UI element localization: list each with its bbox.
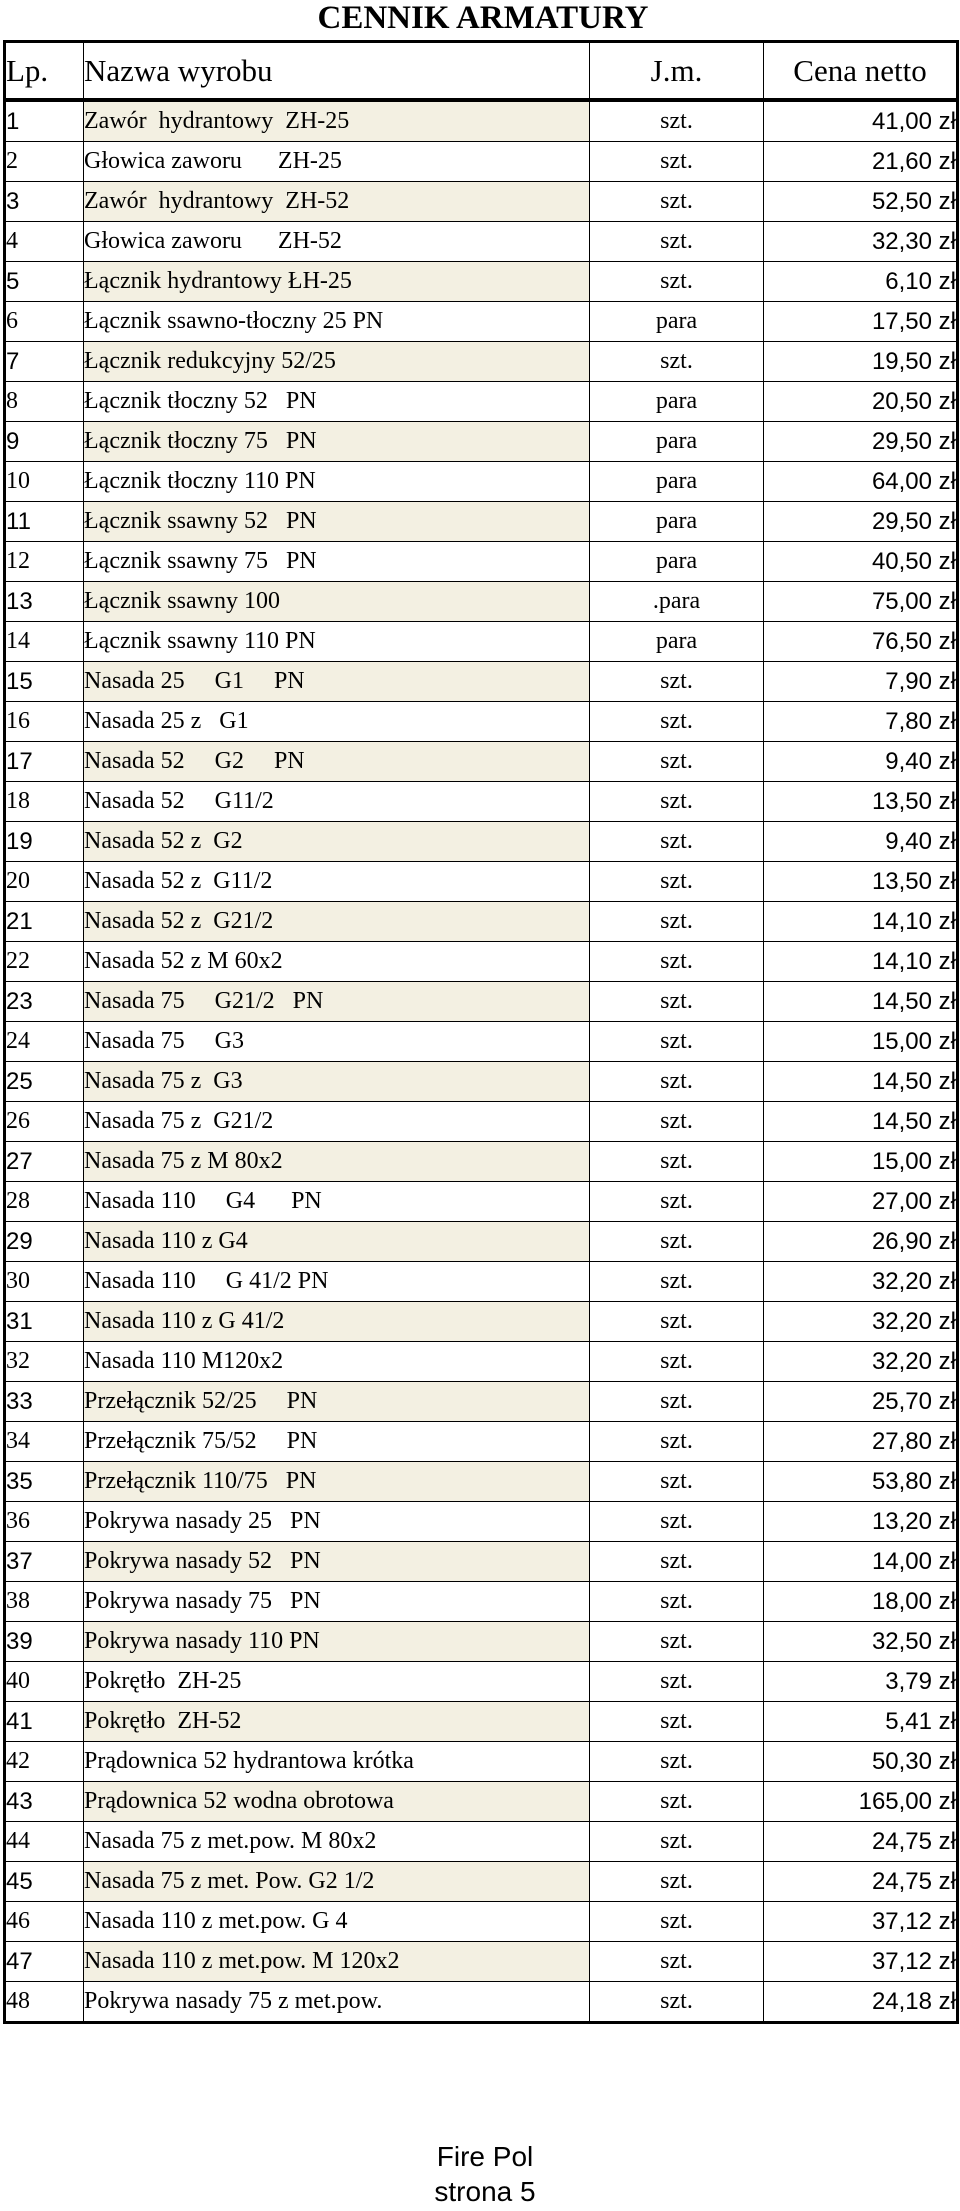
cell-lp: 39: [5, 1622, 84, 1662]
cell-lp: 9: [5, 422, 84, 462]
table-row: [5, 142, 958, 182]
cell-lp: 27: [5, 1142, 84, 1182]
table-row: [5, 502, 958, 542]
cell-price: 14,50 zł: [764, 1102, 958, 1142]
cell-lp: 17: [5, 742, 84, 782]
cell-name: Przełącznik 110/75 PN: [84, 1462, 590, 1502]
cell-lp: 21: [5, 902, 84, 942]
cell-name: Głowica zaworu ZH-52: [84, 222, 590, 262]
table-row: [5, 1622, 958, 1662]
cell-lp: 42: [5, 1742, 84, 1782]
cell-lp: 1: [5, 100, 84, 142]
cell-price: 32,30 zł: [764, 222, 958, 262]
cell-unit: szt.: [590, 222, 764, 262]
cell-name: Przełącznik 75/52 PN: [84, 1422, 590, 1462]
cell-price: 13,20 zł: [764, 1502, 958, 1542]
cell-name: Nasada 75 z G21/2: [84, 1102, 590, 1142]
cell-lp: 8: [5, 382, 84, 422]
cell-name: Pokrywa nasady 75 PN: [84, 1582, 590, 1622]
cell-name: Pokrywa nasady 25 PN: [84, 1502, 590, 1542]
cell-price: 165,00 zł: [764, 1782, 958, 1822]
cell-lp: 5: [5, 262, 84, 302]
table-row: [5, 1982, 958, 2023]
table-row: [5, 382, 958, 422]
cell-unit: szt.: [590, 1742, 764, 1782]
cell-lp: 11: [5, 502, 84, 542]
cell-unit: szt.: [590, 1222, 764, 1262]
cell-price: 15,00 zł: [764, 1142, 958, 1182]
cell-price: 20,50 zł: [764, 382, 958, 422]
cell-unit: .para: [590, 582, 764, 622]
table-row: [5, 1582, 958, 1622]
table-row: [5, 1462, 958, 1502]
cell-price: 37,12 zł: [764, 1902, 958, 1942]
cell-price: 19,50 zł: [764, 342, 958, 382]
cell-unit: para: [590, 622, 764, 662]
cell-unit: szt.: [590, 1102, 764, 1142]
cell-lp: 48: [5, 1982, 84, 2023]
cell-unit: para: [590, 502, 764, 542]
cell-lp: 34: [5, 1422, 84, 1462]
cell-unit: szt.: [590, 1182, 764, 1222]
cell-name: Nasada 110 z G 41/2: [84, 1302, 590, 1342]
table-row: [5, 982, 958, 1022]
cell-price: 7,90 zł: [764, 662, 958, 702]
cell-price: 14,10 zł: [764, 902, 958, 942]
cell-lp: 47: [5, 1942, 84, 1982]
table-row: [5, 542, 958, 582]
cell-price: 15,00 zł: [764, 1022, 958, 1062]
cell-lp: 4: [5, 222, 84, 262]
cell-unit: szt.: [590, 862, 764, 902]
cell-unit: szt.: [590, 1422, 764, 1462]
cell-price: 64,00 zł: [764, 462, 958, 502]
cell-lp: 3: [5, 182, 84, 222]
table-row: [5, 582, 958, 622]
cell-unit: szt.: [590, 1582, 764, 1622]
table-row: [5, 1902, 958, 1942]
cell-name: Nasada 110 z met.pow. G 4: [84, 1902, 590, 1942]
header-unit: J.m.: [590, 42, 764, 101]
cell-unit: szt.: [590, 142, 764, 182]
cell-lp: 46: [5, 1902, 84, 1942]
cell-unit: szt.: [590, 1382, 764, 1422]
cell-name: Pokrywa nasady 75 z met.pow.: [84, 1982, 590, 2023]
cell-lp: 6: [5, 302, 84, 342]
cell-unit: szt.: [590, 1062, 764, 1102]
cell-unit: szt.: [590, 1702, 764, 1742]
cell-name: Nasada 110 z met.pow. M 120x2: [84, 1942, 590, 1982]
cell-name: Przełącznik 52/25 PN: [84, 1382, 590, 1422]
cell-lp: 43: [5, 1782, 84, 1822]
cell-price: 40,50 zł: [764, 542, 958, 582]
cell-unit: szt.: [590, 1142, 764, 1182]
cell-price: 14,50 zł: [764, 982, 958, 1022]
table-row: [5, 182, 958, 222]
cell-price: 26,90 zł: [764, 1222, 958, 1262]
cell-name: Nasada 52 G2 PN: [84, 742, 590, 782]
cell-price: 32,20 zł: [764, 1342, 958, 1382]
cell-name: Łącznik ssawny 100: [84, 582, 590, 622]
cell-price: 14,10 zł: [764, 942, 958, 982]
document-title: CENNIK ARMATURY: [317, 0, 649, 36]
table-row: [5, 222, 958, 262]
cell-unit: para: [590, 462, 764, 502]
cell-price: 53,80 zł: [764, 1462, 958, 1502]
table-row: [5, 822, 958, 862]
cell-price: 41,00 zł: [764, 100, 958, 142]
table-body: [5, 100, 958, 2023]
cell-lp: 24: [5, 1022, 84, 1062]
table-row: [5, 782, 958, 822]
cell-name: Pokrywa nasady 52 PN: [84, 1542, 590, 1582]
footer-page-number: strona 5: [434, 2176, 536, 2207]
cell-unit: szt.: [590, 1782, 764, 1822]
cell-unit: szt.: [590, 1622, 764, 1662]
cell-lp: 13: [5, 582, 84, 622]
table-row: [5, 702, 958, 742]
cell-lp: 35: [5, 1462, 84, 1502]
cell-price: 24,75 zł: [764, 1862, 958, 1902]
table-row: [5, 862, 958, 902]
cell-price: 32,20 zł: [764, 1302, 958, 1342]
cell-name: Nasada 75 G3: [84, 1022, 590, 1062]
cell-name: Łącznik ssawny 52 PN: [84, 502, 590, 542]
table-row: [5, 622, 958, 662]
cell-lp: 26: [5, 1102, 84, 1142]
table-row: [5, 942, 958, 982]
cell-name: Nasada 75 z met. Pow. G2 1/2: [84, 1862, 590, 1902]
table-row: [5, 1662, 958, 1702]
cell-lp: 7: [5, 342, 84, 382]
cell-unit: szt.: [590, 182, 764, 222]
cell-unit: szt.: [590, 1662, 764, 1702]
cell-unit: szt.: [590, 742, 764, 782]
cell-name: Nasada 52 z G21/2: [84, 902, 590, 942]
table-row: [5, 1062, 958, 1102]
cell-lp: 31: [5, 1302, 84, 1342]
cell-price: 7,80 zł: [764, 702, 958, 742]
table-row: [5, 302, 958, 342]
header-name: Nazwa wyrobu: [84, 42, 590, 101]
cell-name: Nasada 25 z G1: [84, 702, 590, 742]
cell-name: Zawór hydrantowy ZH-25: [84, 100, 590, 142]
cell-unit: para: [590, 422, 764, 462]
cell-price: 52,50 zł: [764, 182, 958, 222]
cell-name: Nasada 110 M120x2: [84, 1342, 590, 1382]
cell-price: 27,80 zł: [764, 1422, 958, 1462]
cell-price: 76,50 zł: [764, 622, 958, 662]
cell-name: Łącznik ssawny 110 PN: [84, 622, 590, 662]
cell-lp: 38: [5, 1582, 84, 1622]
cell-unit: szt.: [590, 1262, 764, 1302]
cell-lp: 41: [5, 1702, 84, 1742]
cell-lp: 36: [5, 1502, 84, 1542]
cell-lp: 19: [5, 822, 84, 862]
cell-name: Nasada 75 z M 80x2: [84, 1142, 590, 1182]
cell-unit: szt.: [590, 1822, 764, 1862]
cell-name: Łącznik hydrantowy ŁH-25: [84, 262, 590, 302]
cell-unit: szt.: [590, 1862, 764, 1902]
cell-unit: para: [590, 302, 764, 342]
table-row: [5, 1142, 958, 1182]
table-row: [5, 1742, 958, 1782]
cell-price: 24,18 zł: [764, 1982, 958, 2023]
table-row: [5, 902, 958, 942]
cell-price: 9,40 zł: [764, 822, 958, 862]
footer-company: Fire Pol: [436, 2141, 534, 2172]
cell-lp: 22: [5, 942, 84, 982]
cell-price: 13,50 zł: [764, 862, 958, 902]
cell-unit: szt.: [590, 822, 764, 862]
cell-name: Nasada 52 G11/2: [84, 782, 590, 822]
cell-unit: szt.: [590, 1982, 764, 2023]
cell-unit: szt.: [590, 1542, 764, 1582]
table-row: [5, 100, 958, 142]
table-row: [5, 262, 958, 302]
cell-unit: szt.: [590, 902, 764, 942]
cell-price: 29,50 zł: [764, 502, 958, 542]
cell-lp: 16: [5, 702, 84, 742]
cell-name: Nasada 110 z G4: [84, 1222, 590, 1262]
cell-lp: 25: [5, 1062, 84, 1102]
cell-name: Łącznik ssawno-tłoczny 25 PN: [84, 302, 590, 342]
cell-unit: szt.: [590, 262, 764, 302]
table-row: [5, 1382, 958, 1422]
cell-price: 5,41 zł: [764, 1702, 958, 1742]
cell-price: 29,50 zł: [764, 422, 958, 462]
cell-unit: szt.: [590, 1462, 764, 1502]
cell-name: Łącznik ssawny 75 PN: [84, 542, 590, 582]
cell-lp: 30: [5, 1262, 84, 1302]
cell-price: 37,12 zł: [764, 1942, 958, 1982]
table-header-row: [5, 42, 958, 101]
table-row: [5, 422, 958, 462]
cell-name: Łącznik tłoczny 110 PN: [84, 462, 590, 502]
cell-unit: szt.: [590, 782, 764, 822]
table-row: [5, 1782, 958, 1822]
cell-price: 27,00 zł: [764, 1182, 958, 1222]
cell-name: Nasada 52 z G2: [84, 822, 590, 862]
cell-name: Prądownica 52 wodna obrotowa: [84, 1782, 590, 1822]
table-row: [5, 1022, 958, 1062]
cell-name: Nasada 75 z met.pow. M 80x2: [84, 1822, 590, 1862]
cell-unit: szt.: [590, 1902, 764, 1942]
table-row: [5, 342, 958, 382]
cell-name: Głowica zaworu ZH-25: [84, 142, 590, 182]
table-row: [5, 1542, 958, 1582]
cell-unit: szt.: [590, 662, 764, 702]
cell-lp: 28: [5, 1182, 84, 1222]
header-lp: Lp.: [5, 42, 84, 101]
cell-price: 17,50 zł: [764, 302, 958, 342]
cell-name: Nasada 75 G21/2 PN: [84, 982, 590, 1022]
table-row: [5, 1342, 958, 1382]
cell-unit: szt.: [590, 1942, 764, 1982]
header-price: Cena netto: [764, 42, 958, 101]
cell-price: 14,00 zł: [764, 1542, 958, 1582]
cell-price: 13,50 zł: [764, 782, 958, 822]
cell-lp: 12: [5, 542, 84, 582]
table-row: [5, 742, 958, 782]
cell-name: Nasada 25 G1 PN: [84, 662, 590, 702]
cell-price: 24,75 zł: [764, 1822, 958, 1862]
cell-price: 18,00 zł: [764, 1582, 958, 1622]
cell-price: 75,00 zł: [764, 582, 958, 622]
table-row: [5, 1862, 958, 1902]
cell-lp: 45: [5, 1862, 84, 1902]
table-row: [5, 1422, 958, 1462]
cell-price: 6,10 zł: [764, 262, 958, 302]
cell-price: 50,30 zł: [764, 1742, 958, 1782]
cell-lp: 37: [5, 1542, 84, 1582]
cell-price: 21,60 zł: [764, 142, 958, 182]
cell-unit: szt.: [590, 1502, 764, 1542]
cell-lp: 40: [5, 1662, 84, 1702]
table-row: [5, 1702, 958, 1742]
cell-unit: szt.: [590, 1342, 764, 1382]
price-table: [3, 40, 959, 2024]
cell-lp: 14: [5, 622, 84, 662]
cell-lp: 18: [5, 782, 84, 822]
table-row: [5, 462, 958, 502]
table-row: [5, 1822, 958, 1862]
cell-unit: szt.: [590, 702, 764, 742]
cell-unit: szt.: [590, 1022, 764, 1062]
cell-name: Pokrywa nasady 110 PN: [84, 1622, 590, 1662]
cell-unit: szt.: [590, 100, 764, 142]
cell-unit: para: [590, 542, 764, 582]
cell-lp: 23: [5, 982, 84, 1022]
table-row: [5, 1222, 958, 1262]
table-row: [5, 1102, 958, 1142]
cell-unit: szt.: [590, 342, 764, 382]
cell-lp: 44: [5, 1822, 84, 1862]
cell-name: Łącznik tłoczny 52 PN: [84, 382, 590, 422]
table-row: [5, 1502, 958, 1542]
table-row: [5, 1182, 958, 1222]
cell-price: 9,40 zł: [764, 742, 958, 782]
cell-price: 32,50 zł: [764, 1622, 958, 1662]
table-row: [5, 1302, 958, 1342]
table-row: [5, 662, 958, 702]
cell-unit: szt.: [590, 982, 764, 1022]
cell-name: Nasada 110 G 41/2 PN: [84, 1262, 590, 1302]
cell-name: Nasada 75 z G3: [84, 1062, 590, 1102]
cell-name: Nasada 110 G4 PN: [84, 1182, 590, 1222]
cell-name: Pokrętło ZH-52: [84, 1702, 590, 1742]
cell-lp: 29: [5, 1222, 84, 1262]
table-row: [5, 1262, 958, 1302]
cell-lp: 15: [5, 662, 84, 702]
cell-lp: 2: [5, 142, 84, 182]
cell-price: 3,79 zł: [764, 1662, 958, 1702]
cell-name: Łącznik redukcyjny 52/25: [84, 342, 590, 382]
table-row: [5, 1942, 958, 1982]
cell-name: Pokrętło ZH-25: [84, 1662, 590, 1702]
cell-name: Łącznik tłoczny 75 PN: [84, 422, 590, 462]
cell-name: Zawór hydrantowy ZH-52: [84, 182, 590, 222]
cell-lp: 32: [5, 1342, 84, 1382]
cell-name: Prądownica 52 hydrantowa krótka: [84, 1742, 590, 1782]
cell-lp: 10: [5, 462, 84, 502]
cell-name: Nasada 52 z M 60x2: [84, 942, 590, 982]
cell-unit: para: [590, 382, 764, 422]
cell-unit: szt.: [590, 942, 764, 982]
cell-price: 25,70 zł: [764, 1382, 958, 1422]
cell-name: Nasada 52 z G11/2: [84, 862, 590, 902]
cell-price: 14,50 zł: [764, 1062, 958, 1102]
cell-price: 32,20 zł: [764, 1262, 958, 1302]
cell-unit: szt.: [590, 1302, 764, 1342]
cell-lp: 33: [5, 1382, 84, 1422]
cell-lp: 20: [5, 862, 84, 902]
